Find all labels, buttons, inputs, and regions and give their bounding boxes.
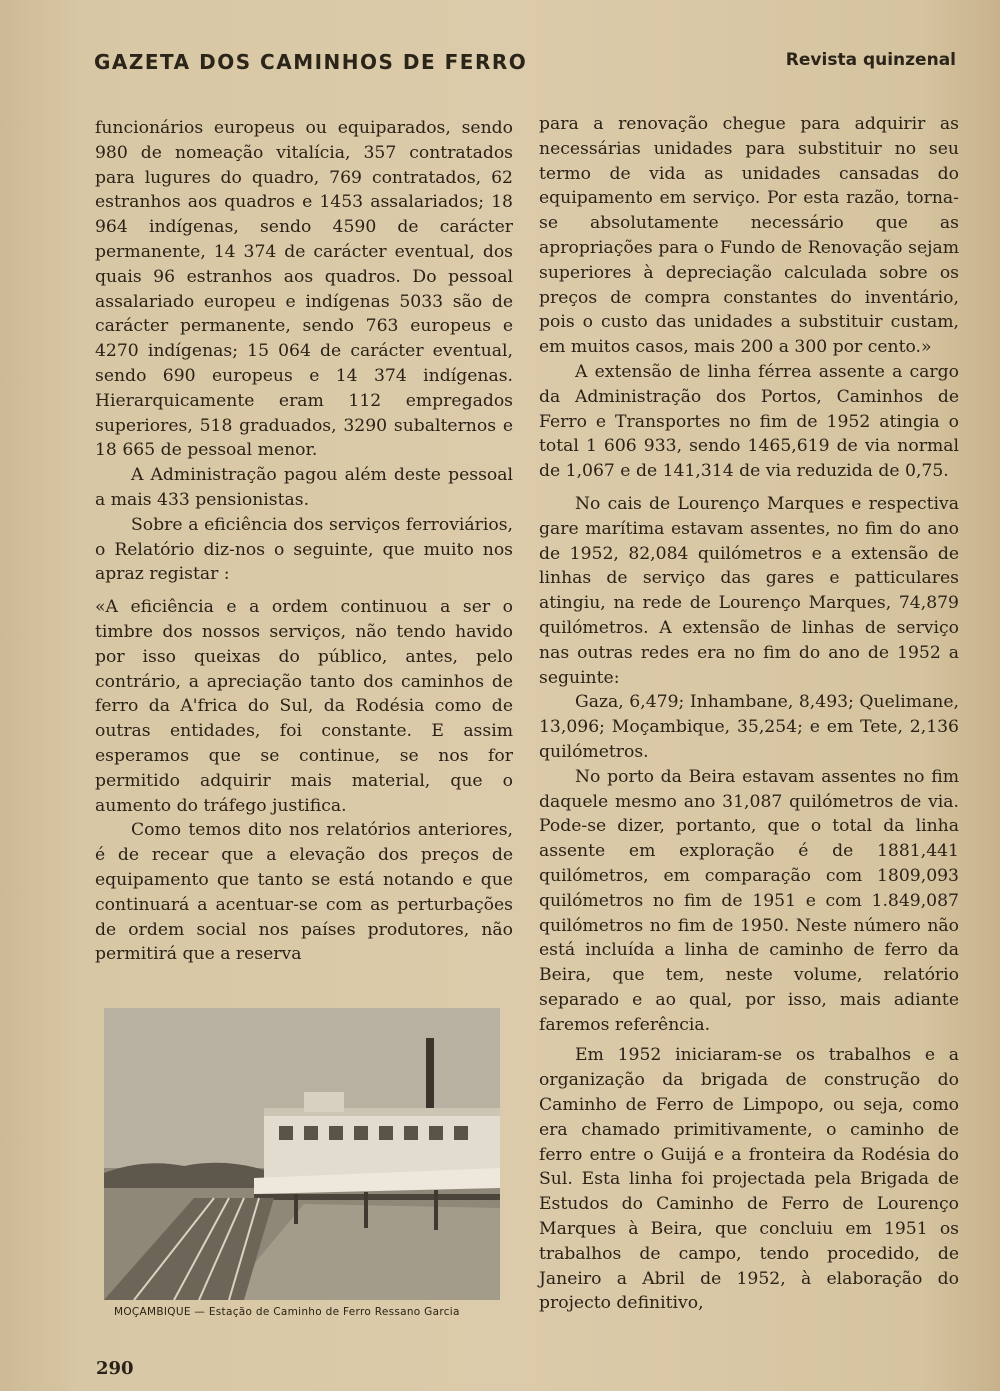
paragraph: Gaza, 6,479; Inhambane, 8,493; Quelimane, 13,096; Moçambique, 35,254; e em Tete, 2,136 quilómetros. [539, 692, 959, 762]
paragraph: para a renovação chegue para adquirir as necessárias unidades para substituir no seu termo de vida as unidades cansadas do equipamento em serviço. Por esta razão, torna-se absolutamente necessário que as apropriações para o Fundo de Renovação sejam superiores à depreciação calculada sobre os preços de compra constantes do inventário, pois o custo das unidades a substituir custam, em muitos casos, mais 200 a 300 por cento.» [539, 114, 959, 358]
station-photo [104, 1008, 500, 1300]
paragraph: Como temos dito nos relatórios anteriores, é de recear que a elevação dos preços de equipamento que tanto se está notando e que continuará a acentuar-se com as perturbações de ordem social nos países produtores, não permitirá que a reserva [95, 820, 513, 965]
paragraph: No cais de Lourenço Marques e respectiva gare marítima estavam assentes, no fim do ano de 1952, 82,084 quilómetros e a extensão de linhas de serviço das gares e patticulares atingiu, na rede de Lourenço Marques, 74,879 quilómetros. A extensão de linhas de serviço nas outras redes era no fim do ano de 1952 a seguinte: [539, 493, 959, 688]
paragraph: funcionários europeus ou equiparados, sendo 980 de nomeação vitalícia, 357 contratados para lugures do quadro, 769 contratados, 62 estranhos aos quadros e 1453 assalariados; 18 964 indígenas, sendo 4590 de carácter permanente, 14 374 de carácter eventual, dos quais 96 estranhos aos quadros. Do pessoal assalariado europeu e indígenas 5033 são de carácter permanente, sendo 763 europeus e 4270 indígenas; 15 064 de carácter eventual, sendo 690 europeus e 14 374 indígenas. Hierarquicamente eram 112 empregados superiores, 518 graduados, 3290 subalternos e 18 665 de pessoal menor. [95, 118, 513, 461]
quote-paragraph: «A eficiência e a ordem continuou a ser o timbre dos nossos serviços, não tendo havido por isso queixas do público, antes, pelo contrário, a apreciação tanto dos caminhos de ferro da A'frica do Sul, da Rodésia como de outras entidades, foi constante. E assim esperamos que se continue, se nos for permitido adquirir mais material, que o aumento do tráfego justifica. [95, 597, 513, 816]
paragraph: A extensão de linha férrea assente a cargo da Administração dos Portos, Caminhos de Ferro e Transportes no fim de 1952 atingia o total 1 606 933, sendo 1465,619 de via normal de 1,067 e de 141,314 de via reduzida de 0,75. [539, 361, 959, 482]
right-column [539, 112, 959, 1316]
magazine-subtitle: Revista quinzenal [785, 50, 956, 70]
page-number: 290 [96, 1358, 134, 1379]
paragraph: Sobre a eficiência dos serviços ferroviários, o Relatório diz-nos o seguinte, que muito nos apraz registar : [95, 514, 513, 585]
paragraph: No porto da Beira estavam assentes no fim daquele mesmo ano 31,087 quilómetros de via. Pode-se dizer, portanto, que o total da linha assente em exploração é de 1881,441 quilómetros, em comparação com 1809,093 quilómetros no fim de 1951 e com 1.849,087 quilómetros no fim de 1950. Neste número não está incluída a linha de caminho de ferro da Beira, que tem, neste volume, relatório separado e ao qual, por isso, mais adiante faremos referência. [539, 766, 959, 1035]
paragraph: Em 1952 iniciaram-se os trabalhos e a organização da brigada de construção do Caminho de Ferro de Limpopo, ou seja, como era chamado primitivamente, o caminho de ferro entre o Guijá e a fronteira da Rodésia do Sul. Esta linha foi projectada pela Brigada de Estudos do Caminho de Ferro de Lourenço Marques à Beira, que concluiu em 1951 os trabalhos de campo, tendo procedido, de Janeiro a Abril de 1952, à elaboração do projecto definitivo, [539, 1045, 959, 1314]
photo-caption: MOÇAMBIQUE — Estação de Caminho de Ferro Ressano Garcia [114, 1306, 460, 1318]
station-photo-image [104, 1008, 500, 1300]
paragraph: A Administração pagou além deste pessoal a mais 433 pensionistas. [95, 465, 513, 510]
left-column [95, 116, 513, 967]
magazine-title: GAZETA DOS CAMINHOS DE FERRO [94, 50, 528, 74]
